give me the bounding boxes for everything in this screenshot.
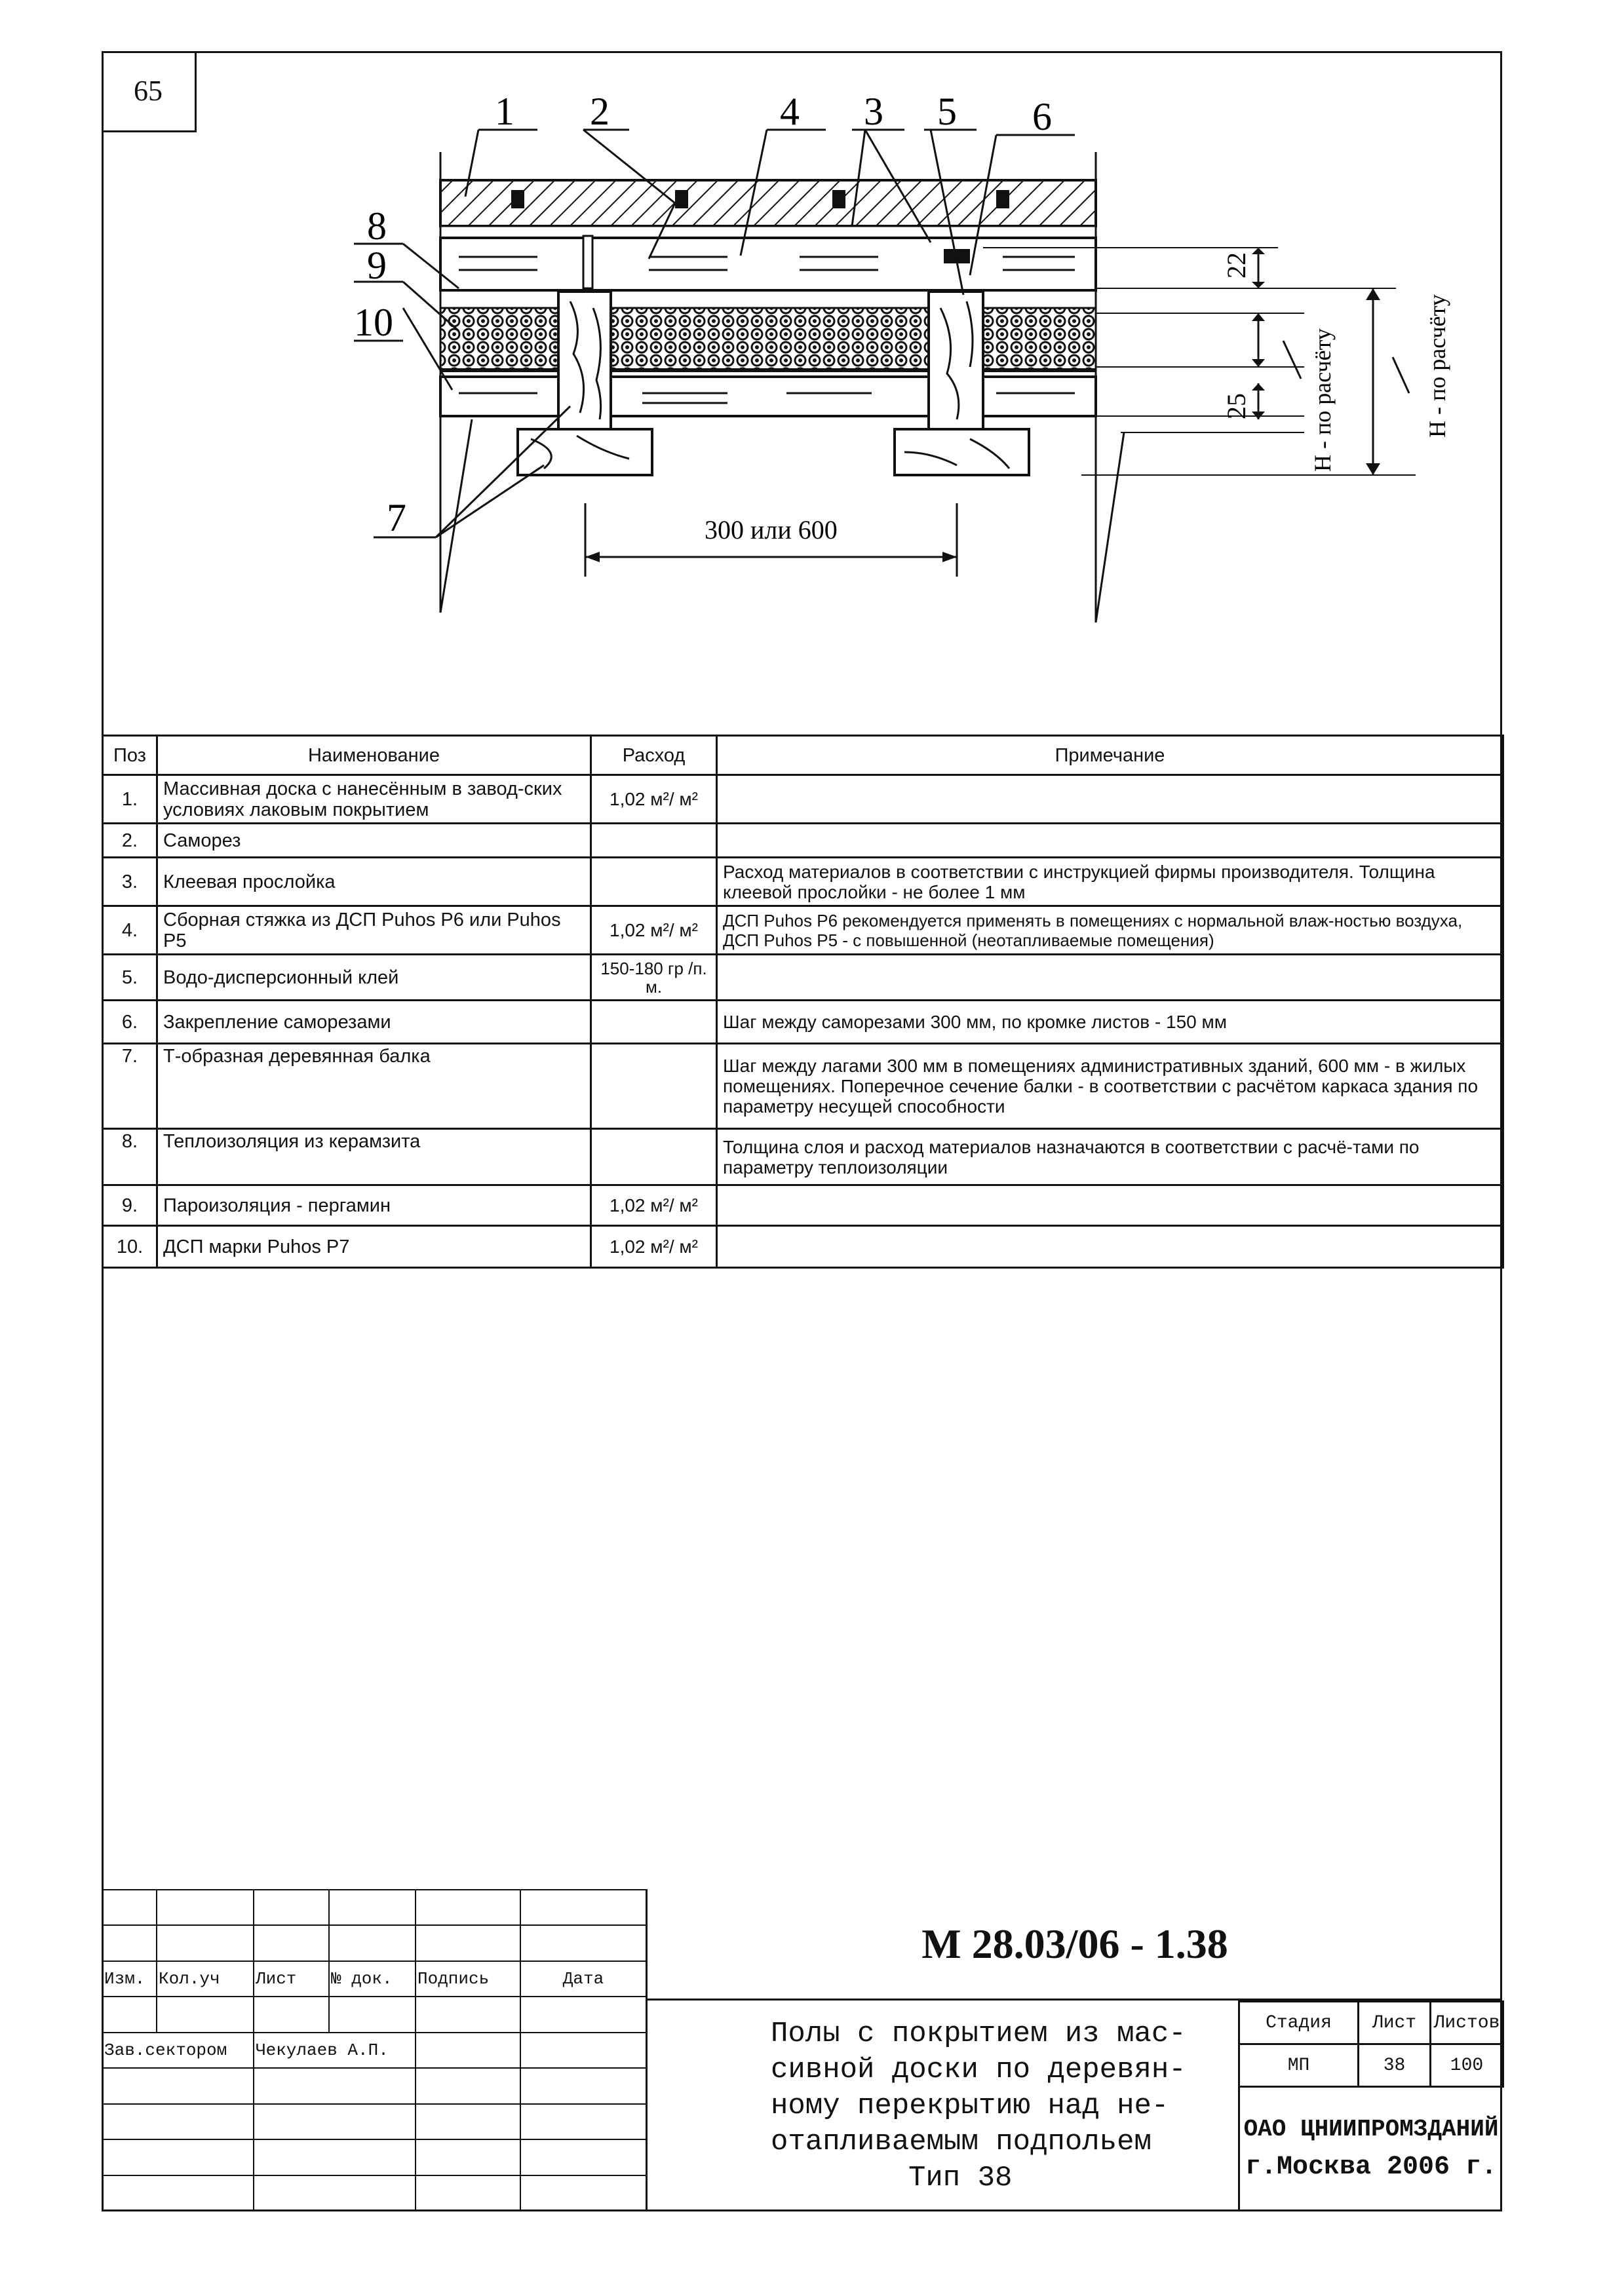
callout-2: 2 bbox=[590, 90, 610, 133]
row-name: Водо-дисперсионный клей bbox=[157, 955, 591, 1001]
row-pos: 6. bbox=[103, 1001, 157, 1044]
row-note bbox=[717, 824, 1503, 858]
row-name: Саморез bbox=[157, 824, 591, 858]
row-consumption: 1,02 м²/ м² bbox=[591, 1185, 717, 1226]
signer-role: Зав.сектором bbox=[102, 2033, 254, 2068]
row-consumption bbox=[591, 1044, 717, 1129]
table-row bbox=[103, 1129, 1503, 1185]
dimension-h-inner: H - по расчёту bbox=[1309, 328, 1336, 472]
layer-glue bbox=[440, 226, 1096, 238]
sheets-value: 100 bbox=[1431, 2044, 1503, 2087]
row-consumption: 150-180 гр /п. м. bbox=[591, 955, 717, 1001]
row-note bbox=[717, 1226, 1503, 1268]
organization-city-year: г.Москва 2006 г. bbox=[1245, 2152, 1498, 2182]
title-line: ному перекрытию над не- bbox=[771, 2090, 1169, 2122]
specification-table bbox=[102, 735, 1504, 1269]
table-row bbox=[103, 906, 1503, 955]
title-line: Тип 38 bbox=[908, 2162, 1013, 2194]
row-note bbox=[717, 1185, 1503, 1226]
stage-sheet-table bbox=[1238, 2000, 1504, 2088]
dimension-25: 25 bbox=[1222, 393, 1251, 419]
header-name: Наименование bbox=[157, 736, 591, 775]
document-code: М 28.03/06 - 1.38 bbox=[646, 1889, 1502, 2000]
callout-7: 7 bbox=[387, 496, 406, 539]
row-note: ДСП Puhos P6 рекомендуется применять в помещениях с нормальной влаж-ностью воздуха, ДСП Puhos P5 - с повышенной (неотапливаемые помещения) bbox=[717, 906, 1503, 955]
sheet-value: 38 bbox=[1359, 2044, 1431, 2087]
title-line: Полы с покрытием из мас- bbox=[771, 2018, 1186, 2050]
signature-row bbox=[102, 2033, 646, 2068]
row-pos: 9. bbox=[103, 1185, 157, 1226]
table-row bbox=[103, 775, 1503, 824]
callout-4: 4 bbox=[780, 90, 800, 133]
layer-screed bbox=[440, 238, 1096, 290]
row-consumption bbox=[591, 824, 717, 858]
row-note: Толщина слоя и расход материалов назначаются в соответствии с расчё-тами по параметру теплоизоляции bbox=[717, 1129, 1503, 1185]
header-note: Примечание bbox=[717, 736, 1503, 775]
organization-name: ОАО ЦНИИПРОМЗДАНИЙ bbox=[1243, 2116, 1499, 2143]
sheets-label: Листов bbox=[1431, 2002, 1503, 2044]
row-pos: 1. bbox=[103, 775, 157, 824]
row-name: ДСП марки Puhos P7 bbox=[157, 1226, 591, 1268]
row-pos: 7. bbox=[103, 1044, 157, 1129]
header-pos: Поз bbox=[103, 736, 157, 775]
row-consumption bbox=[591, 858, 717, 906]
row-name: Пароизоляция - пергамин bbox=[157, 1185, 591, 1226]
table-row bbox=[103, 1001, 1503, 1044]
callout-3: 3 bbox=[864, 90, 883, 133]
stage-value: МП bbox=[1239, 2044, 1359, 2087]
dimension-h-outer: H - по расчёту bbox=[1424, 294, 1450, 438]
row-name: Сборная стяжка из ДСП Puhos P6 или Puhos P5 bbox=[157, 906, 591, 955]
title-line: сивной доски по деревян- bbox=[771, 2054, 1186, 2086]
row-name: Закрепление саморезами bbox=[157, 1001, 591, 1044]
row-consumption: 1,02 м²/ м² bbox=[591, 906, 717, 955]
dimension-22: 22 bbox=[1222, 252, 1251, 278]
dimension-span: 300 или 600 bbox=[705, 515, 838, 545]
label-sheet: Лист bbox=[254, 1961, 329, 1997]
layer-insulation-left bbox=[440, 308, 558, 370]
table-row bbox=[103, 1185, 1503, 1226]
organization bbox=[1238, 2084, 1502, 2211]
row-note bbox=[717, 775, 1503, 824]
row-name: Теплоизоляция из керамзита bbox=[157, 1129, 591, 1185]
revision-signature-grid bbox=[102, 1889, 647, 2211]
layer-insulation-middle bbox=[611, 308, 929, 370]
label-revision: Изм. bbox=[102, 1961, 157, 1997]
row-name: Клеевая прослойка bbox=[157, 858, 591, 906]
stage-label: Стадия bbox=[1239, 2002, 1359, 2044]
row-note: Расход материалов в соответствии с инструкцией фирмы производителя. Толщина клеевой прослойки - не более 1 мм bbox=[717, 858, 1503, 906]
row-note bbox=[717, 955, 1503, 1001]
page-number: 65 bbox=[102, 51, 197, 132]
table-header-row bbox=[103, 736, 1503, 775]
title-block bbox=[102, 1889, 1502, 2211]
row-pos: 2. bbox=[103, 824, 157, 858]
callout-10: 10 bbox=[354, 301, 393, 344]
label-doc-number: № док. bbox=[329, 1961, 416, 1997]
title-line: отапливаемым подпольем bbox=[771, 2126, 1152, 2158]
callout-6: 6 bbox=[1032, 95, 1052, 138]
row-pos: 5. bbox=[103, 955, 157, 1001]
row-pos: 4. bbox=[103, 906, 157, 955]
label-quantity: Кол.уч bbox=[157, 1961, 254, 1997]
beam-right-web bbox=[929, 292, 983, 429]
row-consumption bbox=[591, 1129, 717, 1185]
table-row bbox=[103, 1226, 1503, 1268]
row-note: Шаг между лагами 300 мм в помещениях административных зданий, 600 мм - в жилых помещениях. Поперечное сечение балки - в соответствии с расчётом каркаса здания по параметру несущей способности bbox=[717, 1044, 1503, 1129]
row-consumption: 1,02 м²/ м² bbox=[591, 775, 717, 824]
signer-name: Чекулаев А.П. bbox=[254, 2033, 416, 2068]
table-row bbox=[103, 824, 1503, 858]
row-pos: 8. bbox=[103, 1129, 157, 1185]
row-consumption bbox=[591, 1001, 717, 1044]
header-consumption: Расход bbox=[591, 736, 717, 775]
row-name: Т-образная деревянная балка bbox=[157, 1044, 591, 1129]
column-labels-row bbox=[102, 1961, 646, 1997]
label-date: Дата bbox=[520, 1961, 646, 1997]
callout-1: 1 bbox=[495, 90, 514, 133]
row-note: Шаг между саморезами 300 мм, по кромке листов - 150 мм bbox=[717, 1001, 1503, 1044]
callout-9: 9 bbox=[367, 244, 387, 287]
layer-insulation-right bbox=[983, 308, 1096, 370]
label-signature: Подпись bbox=[416, 1961, 520, 1997]
row-consumption: 1,02 м²/ м² bbox=[591, 1226, 717, 1268]
table-row bbox=[103, 858, 1503, 906]
table-row bbox=[103, 955, 1503, 1001]
callout-5: 5 bbox=[937, 90, 957, 133]
sheet-label: Лист bbox=[1359, 2002, 1431, 2044]
callout-8: 8 bbox=[367, 204, 387, 248]
row-pos: 10. bbox=[103, 1226, 157, 1268]
row-pos: 3. bbox=[103, 858, 157, 906]
beam-left-web bbox=[558, 292, 611, 429]
layer-bottom-board bbox=[440, 377, 1096, 416]
row-name: Массивная доска с нанесённым в завод-ских условиях лаковым покрытием bbox=[157, 775, 591, 824]
table-row bbox=[103, 1044, 1503, 1129]
drawing-title bbox=[646, 2000, 1238, 2211]
